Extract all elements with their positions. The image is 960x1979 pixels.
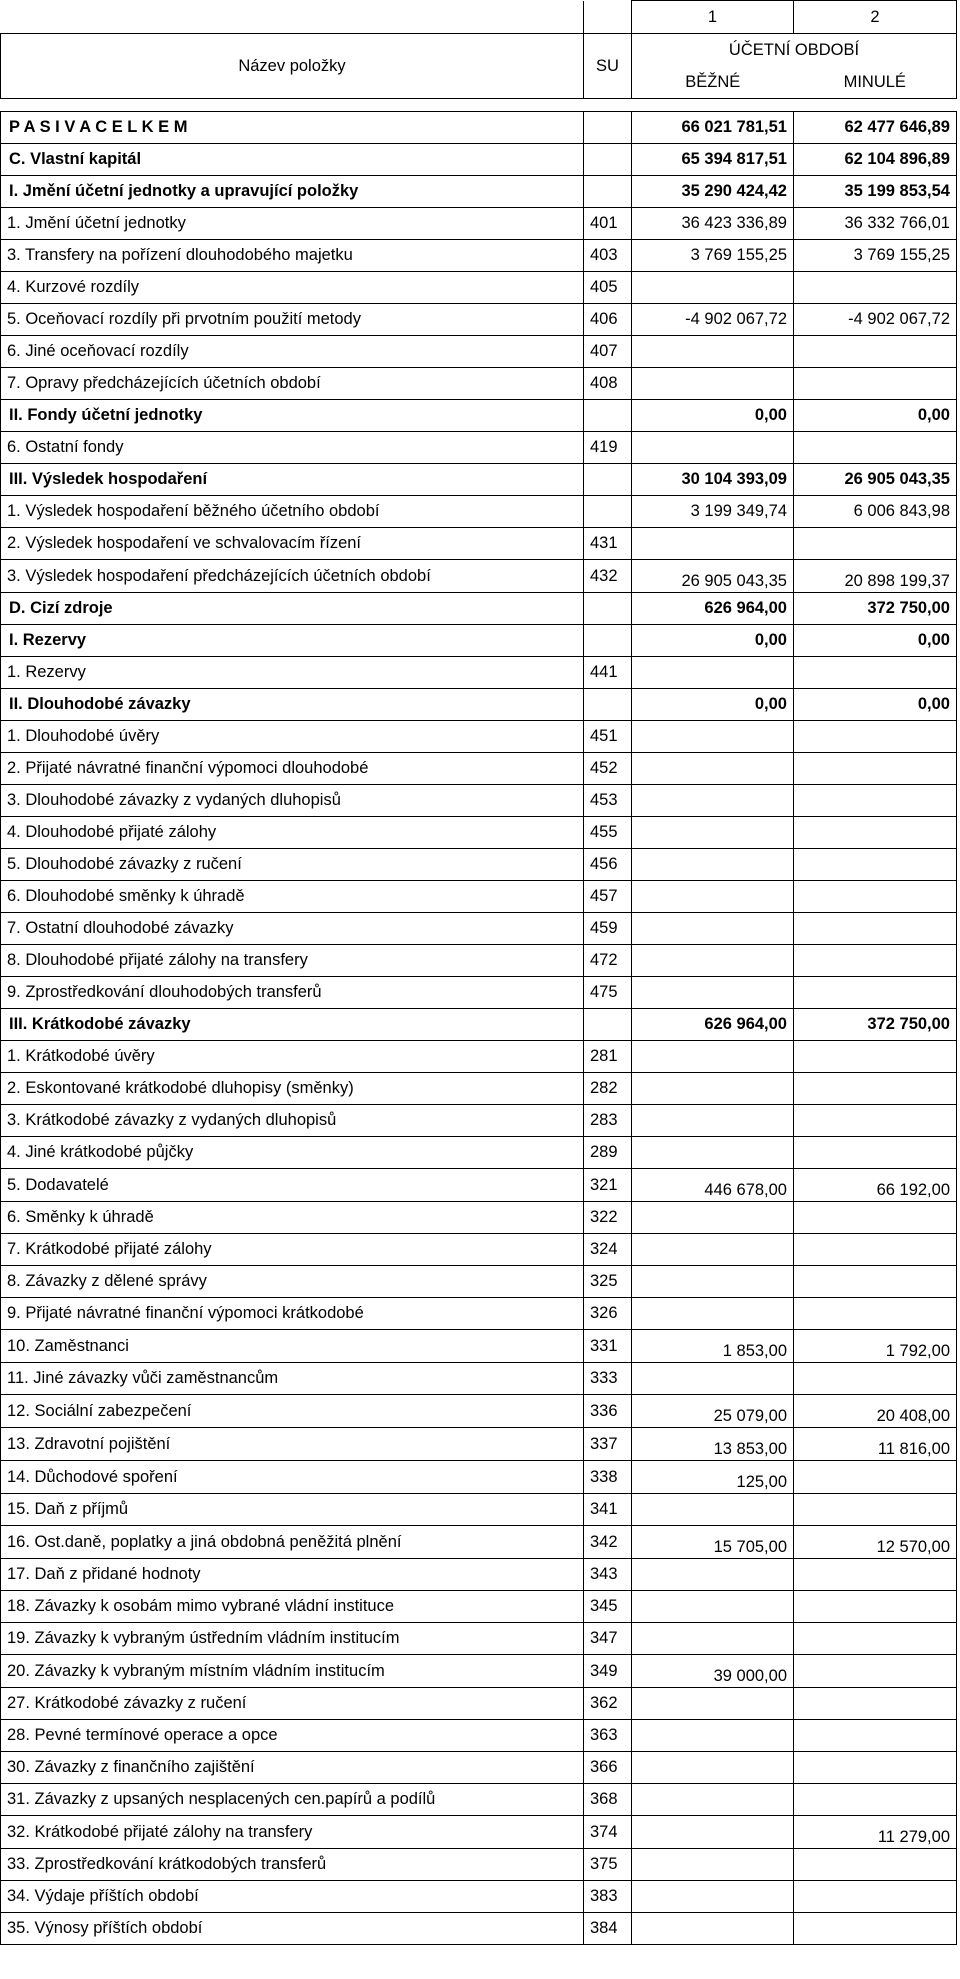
amount-previous: 0,00 [794, 625, 957, 657]
item-name: P A S I V A C E L K E M [1, 112, 584, 144]
su-code [584, 112, 632, 144]
su-code: 407 [584, 336, 632, 368]
table-row [1, 272, 957, 304]
amount-previous [794, 1298, 957, 1330]
column-header-previous: MINULÉ [794, 66, 957, 99]
amount-current [632, 753, 794, 785]
item-name: 1. Rezervy [1, 657, 584, 689]
item-name: 9. Přijaté návratné finanční výpomoci krátkodobé [1, 1298, 584, 1330]
amount-current: 0,00 [632, 625, 794, 657]
amount-current [632, 1688, 794, 1720]
su-code: 363 [584, 1720, 632, 1752]
amount-current [632, 849, 794, 881]
table-row [1, 496, 957, 528]
table-row [1, 1330, 957, 1363]
su-code: 406 [584, 304, 632, 336]
table-row [1, 977, 957, 1009]
item-name: 35. Výnosy příštích období [1, 1913, 584, 1945]
item-name: 1. Dlouhodobé úvěry [1, 721, 584, 753]
table-row [1, 336, 957, 368]
item-name: 2. Přijaté návratné finanční výpomoci dlouhodobé [1, 753, 584, 785]
amount-current [632, 1041, 794, 1073]
item-name: 20. Závazky k vybraným místním vládním institucím [1, 1655, 584, 1688]
item-name: 4. Dlouhodobé přijaté zálohy [1, 817, 584, 849]
amount-current [632, 1591, 794, 1623]
su-code: 403 [584, 240, 632, 272]
su-code: 456 [584, 849, 632, 881]
table-row [1, 1041, 957, 1073]
header-blank [1, 1, 584, 34]
amount-current [632, 1073, 794, 1105]
amount-previous: 6 006 843,98 [794, 496, 957, 528]
su-code: 321 [584, 1169, 632, 1202]
su-code: 457 [584, 881, 632, 913]
amount-previous [794, 1266, 957, 1298]
table-row [1, 464, 957, 496]
item-name: II. Fondy účetní jednotky [1, 400, 584, 432]
item-name: 3. Krátkodobé závazky z vydaných dluhopisů [1, 1105, 584, 1137]
period-title: ÚČETNÍ OBDOBÍ [632, 34, 957, 67]
amount-previous: 62 477 646,89 [794, 112, 957, 144]
item-name: 34. Výdaje příštích období [1, 1881, 584, 1913]
item-name: 5. Dlouhodobé závazky z ručení [1, 849, 584, 881]
item-name: 31. Závazky z upsaných nesplacených cen.papírů a podílů [1, 1784, 584, 1816]
column-header-current: BĚŽNÉ [632, 66, 794, 99]
table-row [1, 1266, 957, 1298]
item-name: 10. Zaměstnanci [1, 1330, 584, 1363]
su-code: 408 [584, 368, 632, 400]
amount-previous [794, 1137, 957, 1169]
amount-current: 66 021 781,51 [632, 112, 794, 144]
table-row [1, 1816, 957, 1849]
item-name: 27. Krátkodobé závazky z ručení [1, 1688, 584, 1720]
amount-current: 25 079,00 [632, 1395, 794, 1428]
table-row [1, 1395, 957, 1428]
table-row [1, 1202, 957, 1234]
amount-previous [794, 1623, 957, 1655]
amount-previous [794, 528, 957, 560]
su-code: 337 [584, 1428, 632, 1461]
item-name: 28. Pevné termínové operace a opce [1, 1720, 584, 1752]
su-code: 322 [584, 1202, 632, 1234]
table-row [1, 304, 957, 336]
item-name: 14. Důchodové spoření [1, 1461, 584, 1494]
su-code: 472 [584, 945, 632, 977]
amount-previous: 0,00 [794, 689, 957, 721]
amount-previous: 1 792,00 [794, 1330, 957, 1363]
amount-current [632, 432, 794, 464]
item-name: 4. Kurzové rozdíly [1, 272, 584, 304]
amount-current: 15 705,00 [632, 1526, 794, 1559]
amount-current [632, 336, 794, 368]
amount-previous [794, 368, 957, 400]
amount-current: 125,00 [632, 1461, 794, 1494]
amount-previous [794, 657, 957, 689]
amount-previous [794, 1752, 957, 1784]
su-code: 431 [584, 528, 632, 560]
amount-previous [794, 945, 957, 977]
amount-current [632, 1720, 794, 1752]
su-code: 282 [584, 1073, 632, 1105]
su-code: 324 [584, 1234, 632, 1266]
su-code: 366 [584, 1752, 632, 1784]
amount-current: 26 905 043,35 [632, 560, 794, 593]
amount-current [632, 272, 794, 304]
table-row [1, 1137, 957, 1169]
amount-previous [794, 1881, 957, 1913]
su-code: 374 [584, 1816, 632, 1849]
table-row [1, 1494, 957, 1526]
su-code [584, 144, 632, 176]
su-code [584, 1009, 632, 1041]
table-row [1, 1105, 957, 1137]
amount-current [632, 1137, 794, 1169]
amount-current [632, 913, 794, 945]
item-name: 1. Výsledek hospodaření běžného účetního období [1, 496, 584, 528]
su-code [584, 496, 632, 528]
amount-previous: 20 408,00 [794, 1395, 957, 1428]
amount-current [632, 977, 794, 1009]
column-header-su: SU [584, 34, 632, 99]
table-row [1, 1849, 957, 1881]
table-row [1, 817, 957, 849]
table-row [1, 1169, 957, 1202]
amount-previous: 372 750,00 [794, 593, 957, 625]
item-name: C. Vlastní kapitál [1, 144, 584, 176]
amount-previous [794, 1234, 957, 1266]
su-code: 383 [584, 1881, 632, 1913]
amount-current [632, 1623, 794, 1655]
su-code: 342 [584, 1526, 632, 1559]
item-name: 16. Ost.daně, poplatky a jiná obdobná peněžitá plnění [1, 1526, 584, 1559]
su-code: 441 [584, 657, 632, 689]
amount-current [632, 1816, 794, 1849]
amount-previous [794, 913, 957, 945]
su-code: 333 [584, 1363, 632, 1395]
table-row [1, 785, 957, 817]
table-row [1, 1752, 957, 1784]
table-row [1, 1559, 957, 1591]
table-row [1, 176, 957, 208]
amount-current [632, 1234, 794, 1266]
item-name: 6. Ostatní fondy [1, 432, 584, 464]
amount-previous [794, 1655, 957, 1688]
amount-previous [794, 432, 957, 464]
amount-previous [794, 1688, 957, 1720]
amount-previous: 62 104 896,89 [794, 144, 957, 176]
item-name: 7. Opravy předcházejících účetních období [1, 368, 584, 400]
item-name: 12. Sociální zabezpečení [1, 1395, 584, 1428]
table-row [1, 625, 957, 657]
item-name: 17. Daň z přidané hodnoty [1, 1559, 584, 1591]
item-name: 32. Krátkodobé přijaté zálohy na transfery [1, 1816, 584, 1849]
su-code [584, 176, 632, 208]
amount-previous [794, 785, 957, 817]
su-code: 401 [584, 208, 632, 240]
table-row [1, 689, 957, 721]
su-code: 338 [584, 1461, 632, 1494]
su-code: 345 [584, 1591, 632, 1623]
amount-previous: 66 192,00 [794, 1169, 957, 1202]
su-code: 453 [584, 785, 632, 817]
su-code: 455 [584, 817, 632, 849]
amount-current [632, 1913, 794, 1945]
amount-current [632, 1363, 794, 1395]
amount-current: 0,00 [632, 689, 794, 721]
su-code: 349 [584, 1655, 632, 1688]
amount-current: 39 000,00 [632, 1655, 794, 1688]
amount-previous [794, 817, 957, 849]
su-code [584, 593, 632, 625]
amount-current [632, 881, 794, 913]
item-name: 4. Jiné krátkodobé půjčky [1, 1137, 584, 1169]
amount-current: 65 394 817,51 [632, 144, 794, 176]
table-row [1, 945, 957, 977]
table-row [1, 721, 957, 753]
amount-current [632, 1202, 794, 1234]
table-row [1, 1623, 957, 1655]
su-code: 336 [584, 1395, 632, 1428]
amount-previous: 26 905 043,35 [794, 464, 957, 496]
item-name: 2. Eskontované krátkodobé dluhopisy (směnky) [1, 1073, 584, 1105]
table-row [1, 208, 957, 240]
item-name: I. Rezervy [1, 625, 584, 657]
amount-current [632, 1881, 794, 1913]
amount-current: 30 104 393,09 [632, 464, 794, 496]
item-name: 18. Závazky k osobám mimo vybrané vládní instituce [1, 1591, 584, 1623]
su-code: 452 [584, 753, 632, 785]
item-name: I. Jmění účetní jednotky a upravující položky [1, 176, 584, 208]
table-row [1, 1234, 957, 1266]
table-row [1, 657, 957, 689]
su-code: 419 [584, 432, 632, 464]
su-code: 341 [584, 1494, 632, 1526]
amount-previous [794, 1913, 957, 1945]
table-row [1, 240, 957, 272]
su-code: 375 [584, 1849, 632, 1881]
su-code: 459 [584, 913, 632, 945]
su-code: 362 [584, 1688, 632, 1720]
amount-current: 13 853,00 [632, 1428, 794, 1461]
table-row [1, 1591, 957, 1623]
amount-current: 36 423 336,89 [632, 208, 794, 240]
amount-previous: -4 902 067,72 [794, 304, 957, 336]
item-name: 7. Krátkodobé přijaté zálohy [1, 1234, 584, 1266]
table-row [1, 849, 957, 881]
table-row [1, 1073, 957, 1105]
amount-current [632, 368, 794, 400]
column-header-name: Název položky [1, 34, 584, 99]
item-name: 6. Dlouhodobé směnky k úhradě [1, 881, 584, 913]
amount-previous: 11 816,00 [794, 1428, 957, 1461]
item-name: III. Výsledek hospodaření [1, 464, 584, 496]
amount-previous [794, 1461, 957, 1494]
table-row [1, 913, 957, 945]
item-name: 30. Závazky z finančního zajištění [1, 1752, 584, 1784]
su-code: 405 [584, 272, 632, 304]
table-row [1, 1428, 957, 1461]
amount-current [632, 528, 794, 560]
amount-previous: 36 332 766,01 [794, 208, 957, 240]
amount-current: 1 853,00 [632, 1330, 794, 1363]
table-row [1, 1461, 957, 1494]
amount-current [632, 1105, 794, 1137]
amount-previous [794, 753, 957, 785]
header-blank [584, 1, 632, 34]
table-row [1, 112, 957, 144]
amount-current [632, 945, 794, 977]
amount-current [632, 1494, 794, 1526]
amount-current: -4 902 067,72 [632, 304, 794, 336]
amount-previous [794, 721, 957, 753]
item-name: 5. Oceňovací rozdíly při prvotním použití metody [1, 304, 584, 336]
su-code: 347 [584, 1623, 632, 1655]
amount-current [632, 721, 794, 753]
amount-previous [794, 1105, 957, 1137]
su-code [584, 464, 632, 496]
amount-current [632, 1559, 794, 1591]
su-code: 283 [584, 1105, 632, 1137]
amount-previous [794, 1363, 957, 1395]
item-name: D. Cizí zdroje [1, 593, 584, 625]
amount-previous: 12 570,00 [794, 1526, 957, 1559]
amount-previous [794, 1784, 957, 1816]
table-row [1, 144, 957, 176]
item-name: 7. Ostatní dlouhodobé závazky [1, 913, 584, 945]
table-row [1, 1655, 957, 1688]
item-name: 8. Závazky z dělené správy [1, 1266, 584, 1298]
amount-current [632, 1849, 794, 1881]
table-row [1, 1913, 957, 1945]
table-row [1, 1363, 957, 1395]
amount-previous: 35 199 853,54 [794, 176, 957, 208]
item-name: 6. Jiné oceňovací rozdíly [1, 336, 584, 368]
su-code: 384 [584, 1913, 632, 1945]
amount-current: 0,00 [632, 400, 794, 432]
item-name: 9. Zprostředkování dlouhodobých transferů [1, 977, 584, 1009]
item-name: 33. Zprostředkování krátkodobých transferů [1, 1849, 584, 1881]
table-row [1, 1298, 957, 1330]
amount-current [632, 1752, 794, 1784]
amount-previous [794, 1494, 957, 1526]
amount-current: 35 290 424,42 [632, 176, 794, 208]
amount-previous [794, 1202, 957, 1234]
item-name: 19. Závazky k vybraným ústředním vládním institucím [1, 1623, 584, 1655]
table-row [1, 1526, 957, 1559]
su-code: 343 [584, 1559, 632, 1591]
amount-previous [794, 1559, 957, 1591]
amount-current: 3 769 155,25 [632, 240, 794, 272]
item-name: 8. Dlouhodobé přijaté zálohy na transfery [1, 945, 584, 977]
table-row [1, 528, 957, 560]
amount-current [632, 1266, 794, 1298]
table-row [1, 881, 957, 913]
item-name: 3. Výsledek hospodaření předcházejících účetních období [1, 560, 584, 593]
table-row [1, 1688, 957, 1720]
header-spacer [1, 99, 957, 112]
amount-previous [794, 881, 957, 913]
amount-current: 446 678,00 [632, 1169, 794, 1202]
table-row [1, 1881, 957, 1913]
amount-current: 626 964,00 [632, 1009, 794, 1041]
su-code: 326 [584, 1298, 632, 1330]
table-row [1, 368, 957, 400]
table-row [1, 560, 957, 593]
amount-previous [794, 977, 957, 1009]
item-name: 13. Zdravotní pojištění [1, 1428, 584, 1461]
amount-current [632, 1784, 794, 1816]
table-row [1, 1784, 957, 1816]
item-name: 5. Dodavatelé [1, 1169, 584, 1202]
amount-previous: 11 279,00 [794, 1816, 957, 1849]
item-name: 15. Daň z příjmů [1, 1494, 584, 1526]
amount-current [632, 817, 794, 849]
amount-previous [794, 272, 957, 304]
item-name: 3. Transfery na pořízení dlouhodobého majetku [1, 240, 584, 272]
su-code: 331 [584, 1330, 632, 1363]
amount-previous [794, 1041, 957, 1073]
su-code: 451 [584, 721, 632, 753]
su-code: 368 [584, 1784, 632, 1816]
item-name: 11. Jiné závazky vůči zaměstnancům [1, 1363, 584, 1395]
item-name: 1. Krátkodobé úvěry [1, 1041, 584, 1073]
item-name: 3. Dlouhodobé závazky z vydaných dluhopisů [1, 785, 584, 817]
su-code: 432 [584, 560, 632, 593]
table-row [1, 400, 957, 432]
amount-previous [794, 1720, 957, 1752]
table-row [1, 593, 957, 625]
amount-previous: 372 750,00 [794, 1009, 957, 1041]
su-code: 475 [584, 977, 632, 1009]
column-number-1: 1 [632, 1, 794, 34]
item-name: 1. Jmění účetní jednotky [1, 208, 584, 240]
amount-previous: 3 769 155,25 [794, 240, 957, 272]
item-name: 2. Výsledek hospodaření ve schvalovacím řízení [1, 528, 584, 560]
amount-current [632, 657, 794, 689]
table-row [1, 753, 957, 785]
amount-current [632, 785, 794, 817]
item-name: II. Dlouhodobé závazky [1, 689, 584, 721]
su-code [584, 689, 632, 721]
amount-previous [794, 849, 957, 881]
amount-previous [794, 1073, 957, 1105]
table-row [1, 1720, 957, 1752]
su-code: 289 [584, 1137, 632, 1169]
amount-current: 626 964,00 [632, 593, 794, 625]
amount-previous: 20 898 199,37 [794, 560, 957, 593]
table-row [1, 432, 957, 464]
amount-previous [794, 336, 957, 368]
su-code: 325 [584, 1266, 632, 1298]
amount-previous [794, 1849, 957, 1881]
column-number-2: 2 [794, 1, 957, 34]
amount-previous: 0,00 [794, 400, 957, 432]
su-code [584, 400, 632, 432]
amount-current: 3 199 349,74 [632, 496, 794, 528]
su-code: 281 [584, 1041, 632, 1073]
amount-current [632, 1298, 794, 1330]
amount-previous [794, 1591, 957, 1623]
item-name: III. Krátkodobé závazky [1, 1009, 584, 1041]
table-row [1, 1009, 957, 1041]
item-name: 6. Směnky k úhradě [1, 1202, 584, 1234]
su-code [584, 625, 632, 657]
